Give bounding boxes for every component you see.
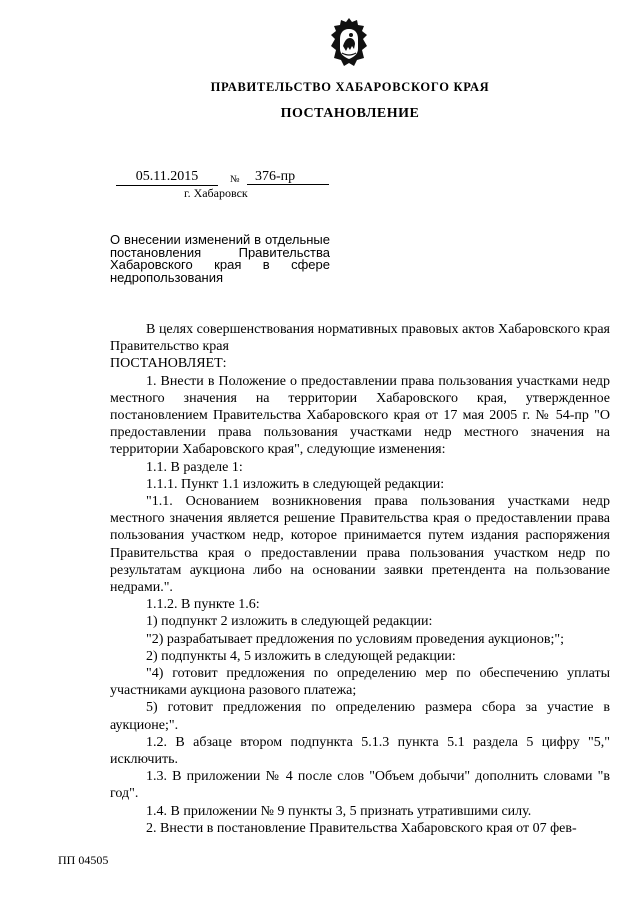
government-title: ПРАВИТЕЛЬСТВО ХАБАРОВСКОГО КРАЯ [210,80,490,94]
document-date: 05.11.2015 [116,169,218,186]
document-body [110,321,610,837]
body-paragraph: 1.3. В приложении № 4 после слов "Объем добычи" дополнить словами "в год". [110,769,610,802]
body-paragraph: "2) разрабатывает предложения по условиям проведения аукционов;"; [146,631,565,647]
body-paragraph: 1.1. В разделе 1: [146,459,243,475]
document-subject: О внесении изменений в отдельные постановления Правительства Хабаровского края в сфере недропользования [110,232,330,285]
body-paragraph: 2) подпункты 4, 5 изложить в следующей редакции: [146,648,456,664]
number-sign: № [230,174,240,185]
coat-of-arms-icon [328,16,370,70]
page-footer-code: ПП 04505 [58,853,109,867]
body-paragraph: 1.1.2. В пункте 1.6: [146,597,260,613]
body-paragraph: 1.2. В абзаце втором подпункта 5.1.3 пункта 5.1 раздела 5 цифру "5," исключить. [110,734,610,768]
body-paragraph: 1) подпункт 2 изложить в следующей редакции: [146,614,433,630]
document-city: г. Хабаровск [184,186,248,200]
body-paragraph: ПОСТАНОВЛЯЕТ: [110,356,227,372]
body-paragraph: "1.1. Основанием возникновения права пользования участками недр местного значения является решение Правительства края о предоставлении права пользования участком недр, которое принимается путем издания распоряжения Правительства края о предоставлении права пользования участком недр по результатам аукциона либо на основании заявки претендента на пользование недрами.". [110,494,610,596]
body-paragraph: 1. Внести в Положение о предоставлении права пользования участками недр местного значения на территории Хабаровского края, утвержденное постановлением Правительства Хабаровского края от 17 мая 2005 г. № 54-пр "О предоставлении права пользования участками недр местного значения на территории Хабаровского края", следующие изменения: [110,373,610,458]
document-type: ПОСТАНОВЛЕНИЕ [280,106,420,121]
body-paragraph: 5) готовит предложения по определению размера сбора за участие в аукционе;". [110,700,610,733]
body-paragraph: 1.1.1. Пункт 1.1 изложить в следующей редакции: [146,476,445,492]
body-paragraph: В целях совершенствования нормативных правовых актов Хабаровского края Правительство края [110,322,610,355]
body-paragraph: 2. Внести в постановление Правительства Хабаровского края от 07 фев- [146,820,577,836]
body-paragraph: "4) готовит предложения по определению мер по обеспечению уплаты участниками аукциона разового платежа; [110,666,610,699]
body-paragraph: 1.4. В приложении № 9 пункты 3, 5 признать утратившими силу. [146,803,532,819]
document-number: 376-пр [247,169,329,185]
